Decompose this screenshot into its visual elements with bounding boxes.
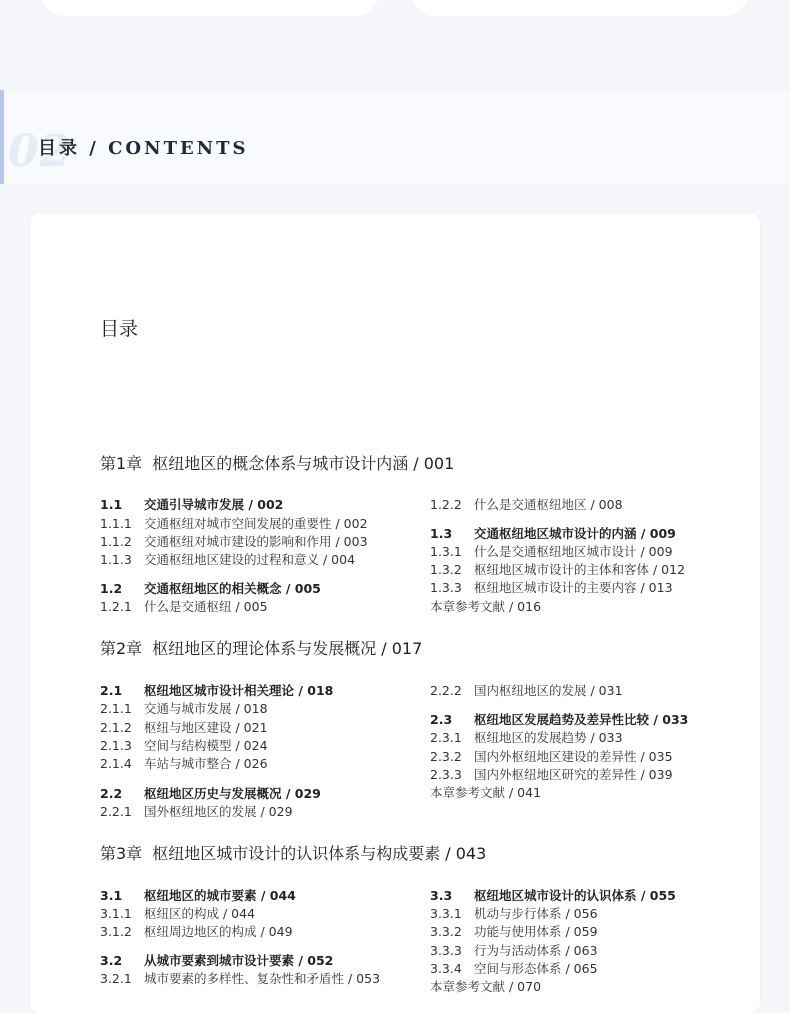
chapter-1-title xyxy=(100,451,454,474)
band-accent-bar xyxy=(0,90,4,184)
toc-references[interactable]: 本章参考文献 / 041 xyxy=(430,785,542,800)
toc-item[interactable]: 3.3.3 行为与活动体系 / 063 xyxy=(430,943,598,958)
chapter-number: 第1章 xyxy=(100,454,143,473)
toc-item[interactable]: 1.1.2 交通枢纽对城市建设的影响和作用 / 003 xyxy=(100,534,368,549)
toc-item[interactable]: 3.3.4 空间与形态体系 / 065 xyxy=(430,961,598,976)
chapter-number: 第3章 xyxy=(100,844,143,863)
chapter-3-title xyxy=(100,841,486,864)
section-title: 目录 / CONTENTS xyxy=(38,138,249,159)
top-card-right xyxy=(410,0,750,16)
top-card-left xyxy=(40,0,380,16)
toc-section[interactable]: 3.3 枢纽地区城市设计的认识体系 / 055 xyxy=(430,888,676,903)
toc-item[interactable]: 1.2.2 什么是交通枢纽地区 / 008 xyxy=(430,497,623,512)
toc-item[interactable]: 1.3.2 枢纽地区城市设计的主体和客体 / 012 xyxy=(430,562,686,577)
toc-item[interactable]: 2.1.1 交通与城市发展 / 018 xyxy=(100,701,268,716)
toc-section[interactable]: 2.3 枢纽地区发展趋势及差异性比较 / 033 xyxy=(430,712,689,727)
toc-item[interactable]: 1.3.3 枢纽地区城市设计的主要内容 / 013 xyxy=(430,580,673,595)
toc-item[interactable]: 3.2.1 城市要素的多样性、复杂性和矛盾性 / 053 xyxy=(100,971,381,986)
toc-section[interactable]: 2.2 枢纽地区历史与发展概况 / 029 xyxy=(100,786,321,801)
chapter-name: 枢纽地区的概念体系与城市设计内涵 / 001 xyxy=(152,454,455,473)
toc-item[interactable]: 3.3.1 机动与步行体系 / 056 xyxy=(430,906,598,921)
toc-item[interactable]: 2.3.2 国内外枢纽地区建设的差异性 / 035 xyxy=(430,749,673,764)
toc-item[interactable]: 1.1.1 交通枢纽对城市空间发展的重要性 / 002 xyxy=(100,516,368,531)
toc-item[interactable]: 2.2.1 国外枢纽地区的发展 / 029 xyxy=(100,804,293,819)
section-number: 02 xyxy=(8,126,72,177)
toc-item[interactable]: 1.1.3 交通枢纽地区建设的过程和意义 / 004 xyxy=(100,552,356,567)
toc-item[interactable]: 3.1.2 枢纽周边地区的构成 / 049 xyxy=(100,924,293,939)
toc-item[interactable]: 2.3.1 枢纽地区的发展趋势 / 033 xyxy=(430,730,623,745)
toc-references[interactable]: 本章参考文献 / 070 xyxy=(430,979,542,994)
toc-section[interactable]: 3.2 从城市要素到城市设计要素 / 052 xyxy=(100,953,334,968)
toc-item[interactable]: 3.3.2 功能与使用体系 / 059 xyxy=(430,924,598,939)
chapter-name: 枢纽地区城市设计的认识体系与构成要素 / 043 xyxy=(152,844,487,863)
toc-item[interactable]: 2.2.2 国内枢纽地区的发展 / 031 xyxy=(430,683,623,698)
toc-section[interactable]: 1.2 交通枢纽地区的相关概念 / 005 xyxy=(100,581,321,596)
toc-section[interactable]: 3.1 枢纽地区的城市要素 / 044 xyxy=(100,888,296,903)
toc-item[interactable]: 2.1.3 空间与结构模型 / 024 xyxy=(100,738,268,753)
toc-item[interactable]: 1.2.1 什么是交通枢纽 / 005 xyxy=(100,599,268,614)
toc-section[interactable]: 1.1 交通引导城市发展 / 002 xyxy=(100,497,284,512)
toc-section[interactable]: 2.1 枢纽地区城市设计相关理论 / 018 xyxy=(100,683,334,698)
document-heading: 目录 xyxy=(100,318,139,340)
chapter-2-title xyxy=(100,636,422,659)
chapter-name: 枢纽地区的理论体系与发展概况 / 017 xyxy=(152,639,423,658)
toc-item[interactable]: 2.1.4 车站与城市整合 / 026 xyxy=(100,756,268,771)
toc-section[interactable]: 1.3 交通枢纽地区城市设计的内涵 / 009 xyxy=(430,526,676,541)
chapter-number: 第2章 xyxy=(100,639,143,658)
toc-item[interactable]: 2.3.3 国内外枢纽地区研究的差异性 / 039 xyxy=(430,767,673,782)
toc-references[interactable]: 本章参考文献 / 016 xyxy=(430,599,542,614)
toc-item[interactable]: 1.3.1 什么是交通枢纽地区城市设计 / 009 xyxy=(430,544,673,559)
toc-item[interactable]: 2.1.2 枢纽与地区建设 / 021 xyxy=(100,720,268,735)
toc-item[interactable]: 3.1.1 枢纽区的构成 / 044 xyxy=(100,906,256,921)
